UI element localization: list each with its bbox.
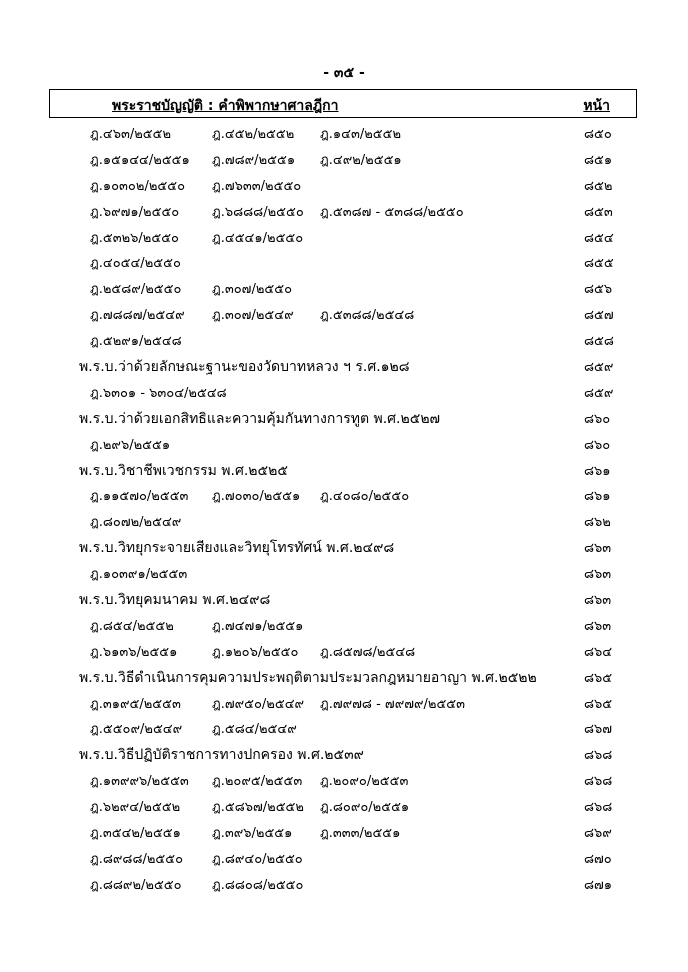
case-citation: ฎ.๑๐๓๙๑/๒๕๕๓ — [90, 567, 188, 583]
case-row — [0, 174, 688, 200]
page-ref: ๘๖๘ — [584, 800, 613, 816]
case-row — [0, 277, 688, 303]
page-ref: ๘๖๕ — [584, 670, 613, 686]
act-heading-row — [0, 459, 688, 485]
case-citation: ฎ.๖๘๘๘/๒๕๕๐ — [212, 204, 304, 220]
page-ref: ๘๖๗ — [584, 722, 613, 738]
case-citation: ฎ.๑๑๕๗๐/๒๕๕๓ — [90, 489, 189, 505]
page-ref: ๘๖๐ — [584, 437, 611, 453]
case-citation: ฎ.๑๔๓/๒๕๕๒ — [320, 127, 402, 142]
page-ref: ๘๕๑ — [584, 152, 613, 168]
case-citation: ฎ.๘๙๘๘/๒๕๕๐ — [90, 851, 184, 867]
page-ref: ๘๖๕ — [584, 696, 613, 712]
case-citation: ฎ.๗๙๕๐/๒๕๔๙ — [212, 696, 305, 712]
case-row — [0, 122, 688, 148]
case-citation: ฎ.๖๙๗๑/๒๕๕๐ — [90, 204, 180, 220]
case-citation: ฎ.๗๔๗๑/๒๕๕๑ — [212, 618, 304, 634]
case-citation: ฎ.๒๐๙๕/๒๕๕๓ — [212, 774, 303, 790]
case-citation: ฎ.๓๐๗/๒๕๕๐ — [212, 282, 293, 298]
act-title: พ.ร.บ.วิชาชีพเวชกรรม พ.ศ.๒๕๒๕ — [79, 462, 288, 479]
page-ref: ๘๕๙ — [584, 385, 614, 401]
case-row — [0, 821, 688, 847]
case-citation: ฎ.๔๐๘๐/๒๕๕๐ — [320, 489, 410, 505]
case-citation: ฎ.๑๓๙๙๖/๒๕๕๓ — [90, 774, 189, 790]
act-title: พ.ร.บ.วิธีดำเนินการคุมความประพฤติตามประมวลกฎหมายอาญา พ.ศ.๒๕๒๒ — [79, 669, 537, 686]
index-list — [0, 122, 688, 899]
case-citation: ฎ.๑๕๑๔๔/๒๕๕๑ — [90, 152, 190, 168]
case-citation: ฎ.๗๐๓๐/๒๕๕๑ — [212, 489, 301, 505]
case-citation: ฎ.๘๘๐๘/๒๕๕๐ — [212, 877, 304, 893]
page-ref: ๘๕๘ — [584, 334, 614, 350]
case-citation: ฎ.๕๓๘๗ - ๕๓๘๘/๒๕๕๐ — [320, 204, 464, 220]
page-ref: ๘๖๓ — [584, 541, 612, 557]
page-ref: ๘๕๙ — [584, 360, 614, 376]
page-ref: ๘๕๔ — [584, 230, 614, 246]
page-ref: ๘๖๓ — [584, 593, 612, 609]
act-heading-row — [0, 407, 688, 433]
page-ref: ๘๖๘ — [584, 748, 613, 764]
case-citation: ฎ.๕๒๙๑/๒๕๔๘ — [90, 334, 182, 350]
case-citation: ฎ.๘๕๔/๒๕๕๒ — [90, 618, 174, 634]
case-row — [0, 251, 688, 277]
page-ref: ๘๖๑ — [584, 463, 611, 479]
case-citation: ฎ.๔๙๒/๒๕๕๑ — [320, 152, 402, 168]
case-citation: ฎ.๕๕๐๙/๒๕๔๙ — [90, 722, 183, 738]
act-title: พ.ร.บ.ว่าด้วยเอกสิทธิและความคุ้มกันทางการทูต พ.ศ.๒๕๒๗ — [79, 410, 441, 427]
case-row — [0, 200, 688, 226]
case-citation: ฎ.๒๐๙๐/๒๕๕๓ — [320, 774, 409, 790]
page-ref: ๘๕๒ — [584, 178, 613, 194]
case-citation: ฎ.๘๐๗๒/๒๕๔๙ — [90, 515, 182, 531]
case-row — [0, 562, 688, 588]
page-ref: ๘๖๒ — [584, 515, 611, 531]
case-row — [0, 692, 688, 718]
case-citation: ฎ.๗๖๓๓/๒๕๕๐ — [212, 178, 302, 194]
act-heading-row — [0, 743, 688, 769]
case-row — [0, 847, 688, 873]
case-citation: ฎ.๔๐๕๔/๒๕๕๐ — [90, 256, 181, 272]
case-citation: ฎ.๕๘๔/๒๕๔๙ — [212, 722, 297, 738]
page-ref: ๘๖๙ — [584, 826, 612, 842]
case-row — [0, 510, 688, 536]
page-ref: ๘๕๖ — [584, 282, 613, 298]
case-row — [0, 433, 688, 459]
page-ref: ๘๕๗ — [584, 308, 614, 324]
act-title: พ.ร.บ.ว่าด้วยลักษณะฐานะของวัดบาทหลวง ฯ ร.ศ.๑๒๘ — [79, 359, 410, 376]
act-heading-row — [0, 355, 688, 381]
case-citation: ฎ.๘๕๗๘/๒๕๔๘ — [320, 644, 416, 660]
page-ref: ๘๖๐ — [584, 411, 611, 427]
header-title: พระราชบัญญัติ : คำพิพากษาศาลฎีกา — [112, 98, 339, 114]
page-ref: ๘๗๐ — [584, 851, 612, 867]
case-citation: ฎ.๘๙๔๐/๒๕๕๐ — [212, 851, 303, 867]
act-heading-row — [0, 536, 688, 562]
case-citation: ฎ.๕๘๖๗/๒๕๕๒ — [212, 800, 304, 816]
case-citation: ฎ.๘๐๙๐/๒๕๕๑ — [320, 800, 410, 816]
header-box — [49, 89, 637, 118]
case-citation: ฎ.๑๒๐๖/๒๕๕๐ — [212, 644, 299, 660]
page-ref: ๘๗๑ — [584, 877, 613, 893]
case-citation: ฎ.๕๓๘๘/๒๕๔๘ — [320, 308, 415, 324]
case-citation: ฎ.๓๙๖/๒๕๕๑ — [212, 826, 293, 842]
case-row — [0, 769, 688, 795]
case-citation: ฎ.๒๕๘๙/๒๕๕๐ — [90, 282, 182, 298]
case-citation: ฎ.๓๕๔๒/๒๕๕๑ — [90, 826, 181, 842]
case-row — [0, 484, 688, 510]
page-ref: ๘๖๓ — [584, 567, 612, 583]
case-citation: ฎ.๖๒๙๔/๒๕๕๒ — [90, 800, 181, 816]
case-citation: ฎ.๔๕๔๑/๒๕๕๐ — [212, 230, 304, 246]
case-citation: ฎ.๗๙๗๘ - ๗๙๗๙/๒๕๕๓ — [320, 696, 466, 712]
case-citation: ฎ.๔๕๒/๒๕๕๒ — [212, 127, 295, 142]
case-citation: ฎ.๑๐๓๐๒/๒๕๕๐ — [90, 178, 185, 194]
case-row — [0, 717, 688, 743]
page-ref: ๘๕๕ — [584, 256, 614, 272]
case-row — [0, 303, 688, 329]
case-row — [0, 226, 688, 252]
case-citation: ฎ.๒๙๖/๒๕๕๑ — [90, 437, 171, 453]
page-number: - ๓๕ - — [323, 65, 365, 81]
header-page-label: หน้า — [583, 98, 610, 114]
act-title: พ.ร.บ.วิทยุกระจายเสียงและวิทยุโทรทัศน์ พ.ศ.๒๔๙๘ — [79, 540, 395, 557]
page-ref: ๘๖๓ — [584, 618, 612, 634]
case-row — [0, 873, 688, 899]
act-title: พ.ร.บ.วิธีปฏิบัติราชการทางปกครอง พ.ศ.๒๕๓๙ — [79, 747, 364, 764]
case-citation: ฎ.๗๘๙/๒๕๕๑ — [212, 152, 296, 168]
case-citation: ฎ.๓๑๙๕/๒๕๕๓ — [90, 696, 181, 712]
case-row — [0, 148, 688, 174]
case-citation: ฎ.๕๓๒๖/๒๕๕๐ — [90, 230, 179, 246]
page-ref: ๘๖๑ — [584, 489, 611, 505]
case-row — [0, 329, 688, 355]
case-citation: ฎ.๖๑๓๖/๒๕๕๑ — [90, 644, 178, 660]
act-heading-row — [0, 666, 688, 692]
page-ref: ๘๕๓ — [584, 204, 613, 220]
case-citation: ฎ.๖๓๐๑ - ๖๓๐๔/๒๕๔๘ — [90, 385, 227, 401]
case-row — [0, 614, 688, 640]
case-citation: ฎ.๗๘๘๗/๒๕๔๙ — [90, 308, 185, 324]
page-ref: ๘๖๔ — [584, 644, 613, 660]
page-ref: ๘๖๘ — [584, 774, 613, 790]
case-citation: ฎ.๔๖๓/๒๕๕๒ — [90, 127, 172, 142]
act-title: พ.ร.บ.วิทยุคมนาคม พ.ศ.๒๔๙๘ — [79, 592, 271, 609]
act-heading-row — [0, 588, 688, 614]
case-citation: ฎ.๘๘๙๒/๒๕๕๐ — [90, 877, 182, 893]
case-row — [0, 640, 688, 666]
case-citation: ฎ.๓๐๗/๒๕๔๙ — [212, 308, 294, 324]
case-row — [0, 795, 688, 821]
case-row — [0, 381, 688, 407]
page-ref: ๘๕๐ — [584, 127, 612, 142]
case-citation: ฎ.๓๓๓/๒๕๕๑ — [320, 826, 401, 842]
